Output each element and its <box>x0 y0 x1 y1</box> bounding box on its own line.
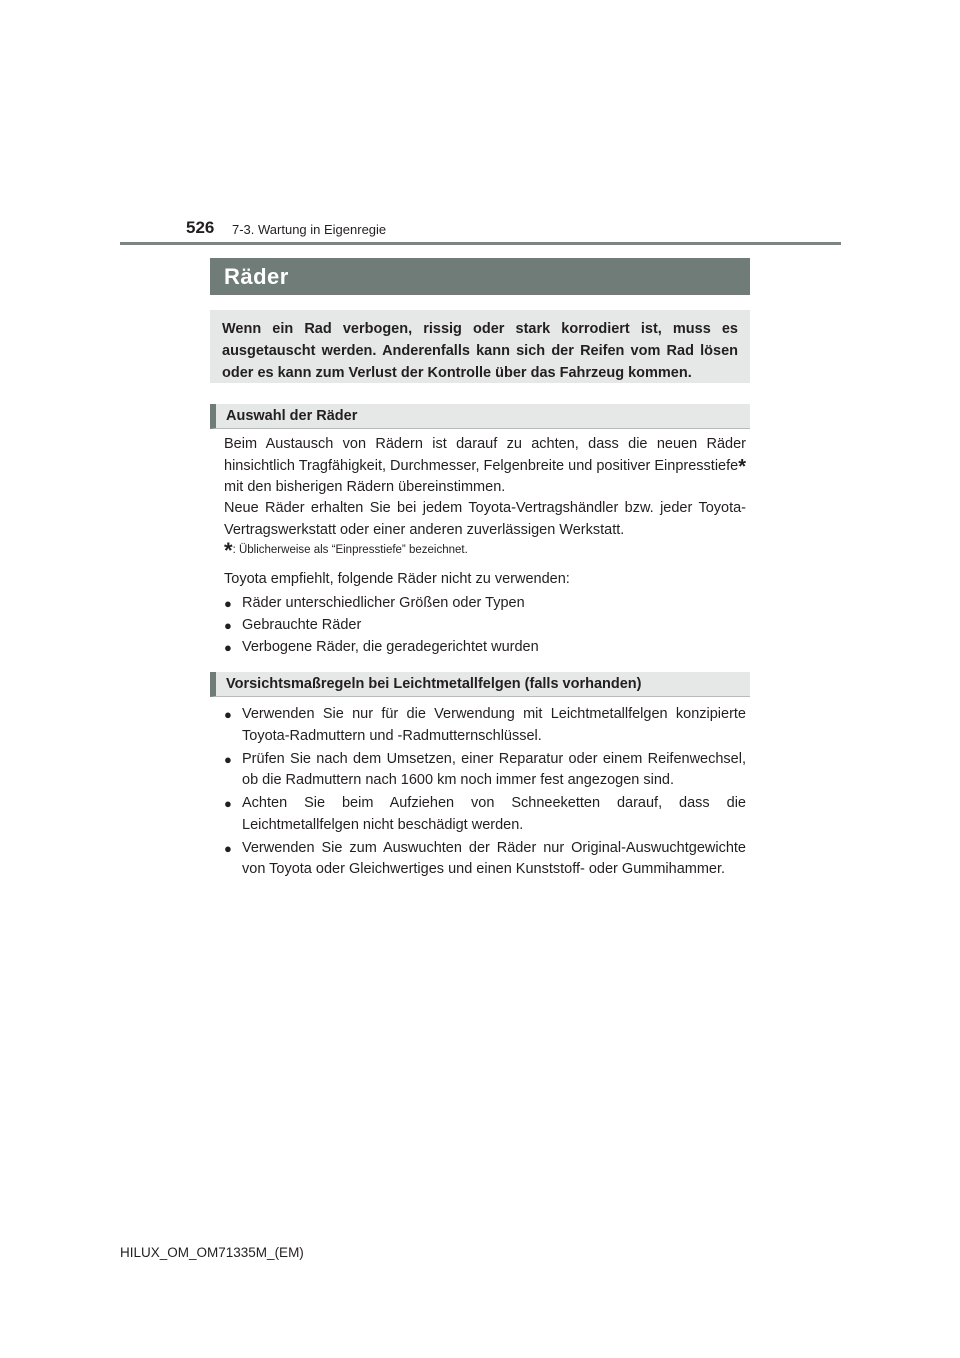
list-item <box>224 593 746 615</box>
bullet-icon: ● <box>224 796 232 811</box>
footnote-text: : Üblicherweise als “Einpresstiefe” bezeichnet. <box>232 544 468 556</box>
section-heading-alloy-precautions: Vorsichtsmaßregeln bei Leichtmetallfelgen (falls vorhanden) <box>210 672 750 697</box>
wheels-not-to-use-list <box>224 593 746 659</box>
bullet-icon: ● <box>224 707 232 722</box>
bullet-icon: ● <box>224 840 232 856</box>
paragraph-dealer: Neue Räder erhalten Sie bei jedem Toyota-Vertragshändler bzw. jeder Toyota-Vertragswerkstatt oder einer anderen zuverlässigen Werkstatt. <box>224 500 746 538</box>
page-title: Räder <box>224 263 289 289</box>
list-item-text: Verbogene Räder, die geradegerichtet wurden <box>242 639 539 655</box>
bullet-icon: ● <box>224 596 232 611</box>
footnote-marker: * <box>738 455 746 478</box>
list-item <box>224 793 746 836</box>
bullet-icon: ● <box>224 640 232 655</box>
list-item-text: Prüfen Sie nach dem Umsetzen, einer Reparatur oder einem Reifenwechsel, ob die Radmuttern nach 1600 km noch immer fest angezogen sind. <box>242 750 746 788</box>
list-item <box>224 637 746 659</box>
list-intro: Toyota empfiehlt, folgende Räder nicht zu verwenden: <box>224 571 570 587</box>
list-item <box>224 749 746 792</box>
alloy-precautions-list <box>224 704 746 882</box>
footnote <box>224 538 468 563</box>
footnote-marker: * <box>224 538 233 563</box>
list-item-text: Achten Sie beim Aufziehen von Schneeketten darauf, dass die Leichtmetallfelgen nicht beschädigt werden. <box>242 795 746 833</box>
section-label: 7-3. Wartung in Eigenregie <box>232 222 387 237</box>
list-item <box>224 615 746 637</box>
page-number: 526 <box>186 218 215 237</box>
list-item-text: Verwenden Sie zum Auswuchten der Räder nur Original-Auswuchtgewichte von Toyota oder Gleichwertiges und einen Kunststoff- oder Gummihammer. <box>242 839 746 877</box>
paragraph-text: mit den bisherigen Rädern übereinstimmen. <box>224 479 506 495</box>
header-rule <box>120 242 841 245</box>
list-item <box>224 704 746 747</box>
bullet-icon: ● <box>224 751 232 767</box>
list-item-text: Räder unterschiedlicher Größen oder Typen <box>242 595 525 611</box>
footer-document-code: HILUX_OM_OM71335M_(EM) <box>120 1245 304 1260</box>
list-item <box>224 838 746 881</box>
list-item-text: Verwenden Sie nur für die Verwendung mit Leichtmetallfelgen konzipierte Toyota-Radmuttern und -Radmutternschlüssel. <box>242 706 746 744</box>
list-item-text: Gebrauchte Räder <box>242 617 362 633</box>
paragraph-text: Beim Austausch von Rädern ist darauf zu achten, dass die neuen Räder hinsichtlich Tragfähigkeit, Durchmesser, Felgenbreite und positiver Einpresstiefe <box>224 436 746 474</box>
bullet-icon: ● <box>224 618 232 633</box>
paragraph-wheel-replacement <box>224 434 746 499</box>
section-heading-wheel-selection: Auswahl der Räder <box>210 404 750 429</box>
intro-box: Wenn ein Rad verbogen, rissig oder stark korrodiert ist, muss es ausgetauscht werden. Anderenfalls kann sich der Reifen vom Rad lösen oder es kann zum Verlust der Kontrolle über das Fahrzeug kommen. <box>210 310 750 383</box>
title-bar <box>210 258 750 295</box>
